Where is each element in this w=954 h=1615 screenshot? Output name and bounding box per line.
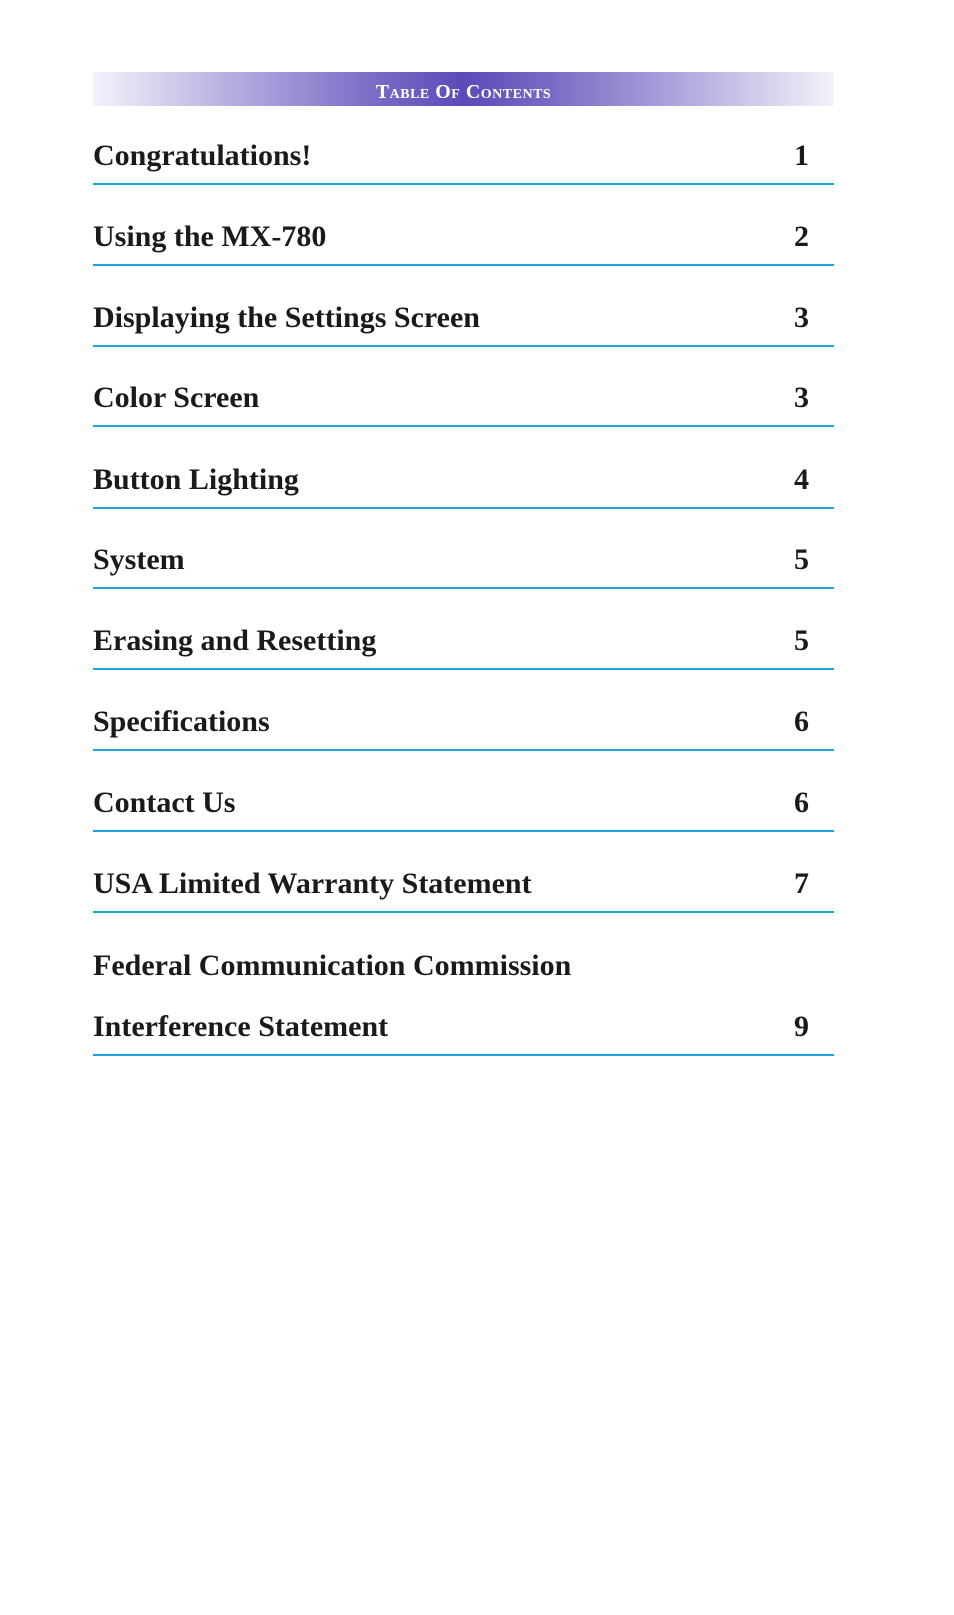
toc-entry-fcc[interactable]	[93, 935, 834, 1056]
toc-entry[interactable]	[93, 534, 834, 589]
toc-entry-page: 9	[794, 1010, 809, 1043]
toc-entry-title: System	[93, 543, 185, 576]
toc-entry-page: 4	[794, 463, 809, 496]
toc-entry[interactable]	[93, 615, 834, 670]
toc-entry-page: 5	[794, 624, 809, 657]
toc-entry-title-line2: Interference Statement	[93, 1010, 389, 1043]
toc-entry-page: 1	[794, 139, 809, 172]
toc-entry-title: USA Limited Warranty Statement	[93, 867, 532, 900]
toc-entry-title: Using the MX-780	[93, 220, 327, 253]
toc-entry-title: Erasing and Resetting	[93, 624, 377, 657]
toc-header-title: Table Of Contents	[375, 80, 552, 103]
toc-entry[interactable]	[93, 211, 834, 266]
toc-entry-title-line1: Federal Communication Commission	[93, 949, 572, 982]
toc-entry-page: 6	[794, 786, 809, 819]
toc-entry[interactable]	[93, 292, 834, 347]
toc-entry[interactable]	[93, 696, 834, 751]
toc-entry-title: Congratulations!	[93, 139, 312, 172]
toc-entry-page: 3	[794, 381, 809, 414]
toc-entry-title: Specifications	[93, 705, 270, 738]
toc-header-bar	[93, 72, 834, 106]
toc-entry[interactable]	[93, 372, 834, 427]
toc-entry-title: Button Lighting	[93, 463, 299, 496]
toc-entry[interactable]	[93, 454, 834, 509]
toc-entry-page: 3	[794, 301, 809, 334]
toc-entry-page: 7	[794, 867, 809, 900]
toc-entry-page: 5	[794, 543, 809, 576]
toc-entry-title: Color Screen	[93, 381, 260, 414]
toc-entry[interactable]	[93, 130, 834, 185]
toc-entry-page: 6	[794, 705, 809, 738]
toc-entry-title: Displaying the Settings Screen	[93, 301, 480, 334]
toc-entry[interactable]	[93, 777, 834, 832]
toc-entry[interactable]	[93, 858, 834, 913]
toc-entry-page: 2	[794, 220, 809, 253]
toc-entry-title: Contact Us	[93, 786, 236, 819]
